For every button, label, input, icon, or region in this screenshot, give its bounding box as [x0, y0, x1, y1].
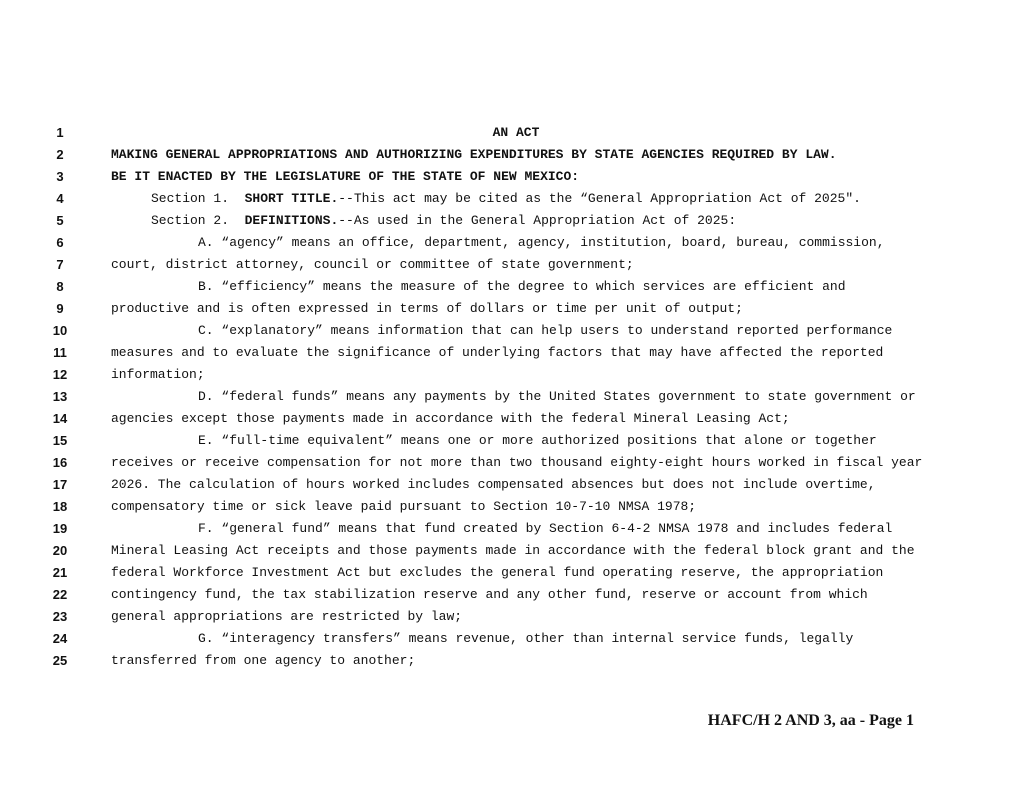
- line-number: 8: [56, 279, 64, 294]
- line-number: 17: [52, 477, 68, 492]
- section-text: --As used in the General Appropriation Act of 2025:: [338, 213, 737, 228]
- line-number: 9: [56, 301, 64, 316]
- text-line: contingency fund, the tax stabilization reserve and any other fund, reserve or account from which: [111, 587, 868, 602]
- line-number: 20: [52, 543, 68, 558]
- line-number: 5: [56, 213, 64, 228]
- page-footer: HAFC/H 2 AND 3, aa - Page 1: [707, 712, 914, 729]
- line-number: 24: [52, 631, 68, 646]
- line-number: 3: [56, 169, 64, 184]
- line-number: 12: [52, 367, 68, 382]
- section-heading: SHORT TITLE.: [244, 191, 339, 206]
- definition-f: F. “general fund” means that fund created by Section 6-4-2 NMSA 1978 and includes federal: [198, 521, 893, 536]
- section-label: Section 1.: [151, 191, 245, 206]
- section-text: --This act may be cited as the “General Appropriation Act of 2025".: [338, 191, 861, 206]
- text-line: agencies except those payments made in accordance with the federal Mineral Leasing Act;: [111, 411, 790, 426]
- line-number: 10: [52, 323, 68, 338]
- text-line: productive and is often expressed in terms of dollars or time per unit of output;: [111, 301, 743, 316]
- line-number-column: [40, 122, 80, 672]
- document-body: [111, 122, 931, 672]
- line-number: 21: [52, 565, 68, 580]
- section-label: Section 2.: [151, 213, 245, 228]
- line-number: 11: [53, 345, 67, 360]
- line-number: 14: [52, 411, 68, 426]
- section-heading: DEFINITIONS.: [244, 213, 339, 228]
- line-number: 15: [52, 433, 68, 448]
- text-line: compensatory time or sick leave paid pursuant to Section 10-7-10 NMSA 1978;: [111, 499, 697, 514]
- line-number: 4: [56, 191, 64, 206]
- line-number: 7: [56, 257, 64, 272]
- enacting-clause: BE IT ENACTED BY THE LEGISLATURE OF THE STATE OF NEW MEXICO:: [111, 169, 580, 184]
- text-line: court, district attorney, council or committee of state government;: [111, 257, 634, 272]
- text-line: federal Workforce Investment Act but excludes the general fund operating reserve, the appropriation: [111, 565, 884, 580]
- line-number: 6: [56, 235, 64, 250]
- line-number: 25: [52, 653, 68, 668]
- text-line: transferred from one agency to another;: [111, 653, 416, 668]
- definition-g: G. “interagency transfers” means revenue, other than internal service funds, legally: [198, 631, 854, 646]
- line-number: 13: [52, 389, 68, 404]
- line-number: 2: [56, 147, 64, 162]
- act-title: AN ACT: [492, 125, 540, 140]
- line-number: 16: [52, 455, 68, 470]
- definition-d: D. “federal funds” means any payments by the United States government to state government or: [198, 389, 916, 404]
- line-number: 22: [52, 587, 68, 602]
- definition-a: A. “agency” means an office, department, agency, institution, board, bureau, commission,: [198, 235, 885, 250]
- text-line: receives or receive compensation for not more than two thousand eighty-eight hours worked in fiscal year: [111, 455, 923, 470]
- text-line: measures and to evaluate the significance of underlying factors that may have affected the reported: [111, 345, 884, 360]
- definition-e: E. “full-time equivalent” means one or more authorized positions that alone or together: [198, 433, 877, 448]
- section-1-line: [111, 188, 931, 210]
- text-line: general appropriations are restricted by law;: [111, 609, 463, 624]
- line-number: 19: [52, 521, 68, 536]
- line-number: 18: [52, 499, 68, 514]
- text-line: Mineral Leasing Act receipts and those payments made in accordance with the federal block grant and the: [111, 543, 915, 558]
- text-line: 2026. The calculation of hours worked includes compensated absences but does not include overtime,: [111, 477, 876, 492]
- line-number: 1: [56, 125, 64, 140]
- section-2-line: [111, 210, 931, 232]
- line-number: 23: [52, 609, 68, 624]
- definition-b: B. “efficiency” means the measure of the degree to which services are efficient and: [198, 279, 846, 294]
- definition-c: C. “explanatory” means information that can help users to understand reported performance: [198, 323, 893, 338]
- text-line: information;: [111, 367, 205, 382]
- act-long-title: MAKING GENERAL APPROPRIATIONS AND AUTHORIZING EXPENDITURES BY STATE AGENCIES REQUIRED BY LAW.: [111, 147, 837, 162]
